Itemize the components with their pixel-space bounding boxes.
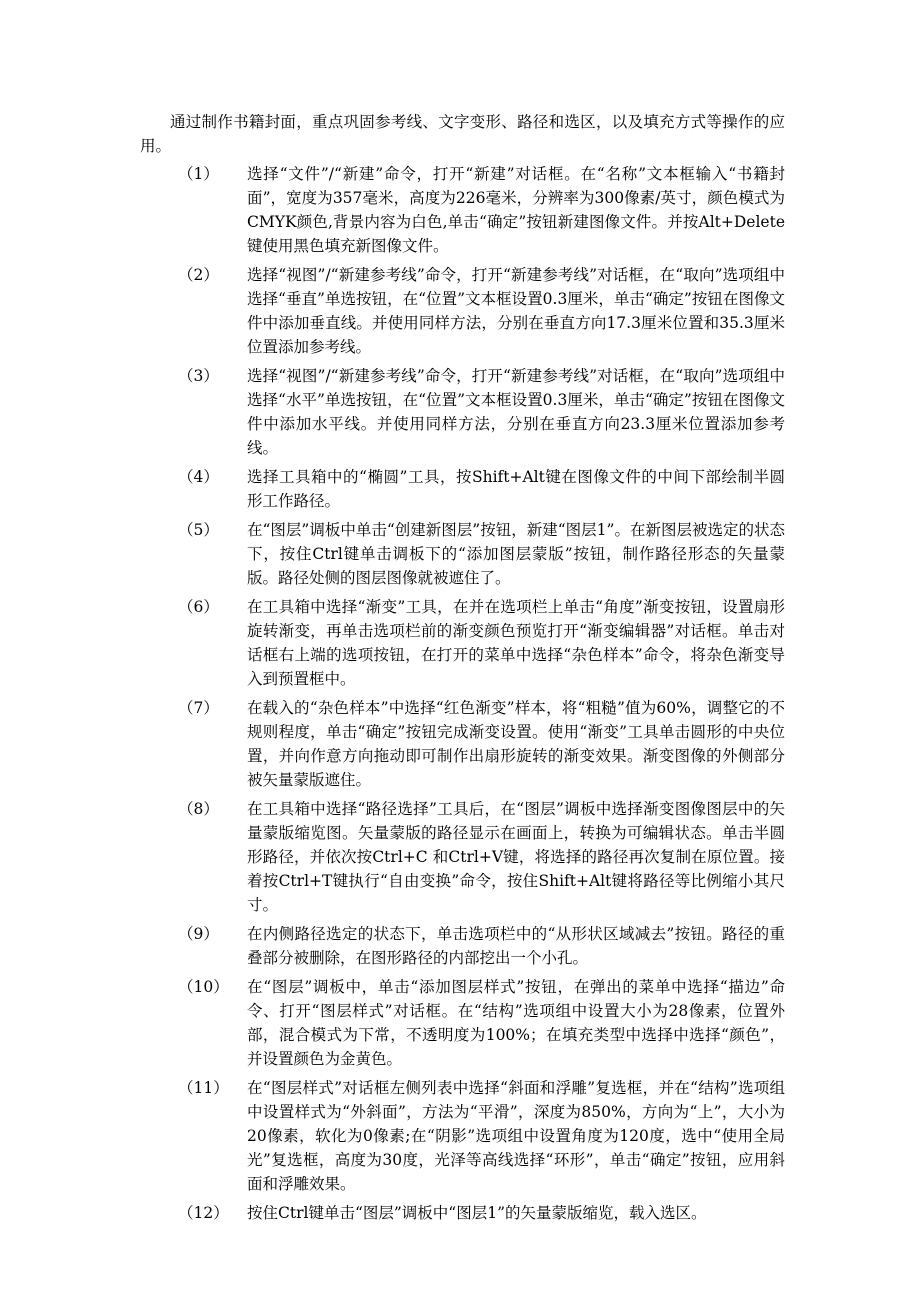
step-text: 选择“视图”/“新建参考线”命令，打开“新建参考线”对话框，在“取向”选项组中选择“垂直”单选按钮，在“位置”文本框设置0.3厘米，单击“确定”按钮在图像文件中添加垂直线。并使用同样方法，分别在垂直方向17.3厘米位置和35.3厘米位置添加参考线。 <box>247 266 785 356</box>
step-number: （2） <box>178 266 219 284</box>
step-number: （8） <box>178 800 219 818</box>
step-number: （5） <box>178 521 219 539</box>
step-text: 在内侧路径选定的状态下，单击选项栏中的“从形状区域减去”按钮。路径的重叠部分被删除，在图形路径的内部挖出一个小孔。 <box>247 925 785 967</box>
step-text: 选择工具箱中的“椭圆”工具，按Shift+Alt键在图像文件的中间下部绘制半圆形工作路径。 <box>247 468 785 510</box>
intro-paragraph: 通过制作书籍封面，重点巩固参考线、文字变形、路径和选区，以及填充方式等操作的应用。 <box>140 113 785 155</box>
step-number: （12） <box>178 1204 229 1222</box>
step-text: 在“图层样式”对话框左侧列表中选择“斜面和浮雕”复选框，并在“结构”选项组中设置样式为“外斜面”，方法为“平滑”，深度为850%，方向为“上”，大小为20像素，软化为0像素;在“阴影”选项组中设置角度为120度，选中“使用全局光”复选框，高度为30度，光泽等高线选择“环形”，单击“确定”按钮，应用斜面和浮雕效果。 <box>247 1079 785 1193</box>
step-item <box>140 263 785 359</box>
step-number: （4） <box>178 468 219 486</box>
step-number: （9） <box>178 925 219 943</box>
step-item <box>140 364 785 460</box>
step-number: （7） <box>178 699 219 717</box>
step-item <box>140 797 785 917</box>
step-text: 选择“文件”/“新建”命令，打开“新建”对话框。在“名称”文本框输入“书籍封面”，宽度为357毫米，高度为226毫米，分辨率为300像素/英寸，颜色模式为CMYK颜色,背景内容为白色,单击“确定”按钮新建图像文件。并按Alt+Delete键使用黑色填充新图像文件。 <box>247 165 785 255</box>
step-text: 在载入的“杂色样本”中选择“红色渐变”样本，将“粗糙”值为60%，调整它的不规则程度，单击“确定”按钮完成渐变设置。使用“渐变”工具单击圆形的中央位置，并向作意方向拖动即可制作出扇形旋转的渐变效果。渐变图像的外侧部分被矢量蒙版遮住。 <box>247 699 785 789</box>
step-item <box>140 465 785 513</box>
step-item <box>140 518 785 590</box>
step-item <box>140 696 785 792</box>
step-text: 在“图层”调板中，单击“添加图层样式”按钮，在弹出的菜单中选择“描边”命令、打开“图层样式”对话框。在“结构”选项组中设置大小为28像素，位置外部，混合模式为下常，不透明度为100%；在填充类型中选择中选择“颜色”，并设置颜色为金黄色。 <box>247 978 785 1068</box>
step-text: 按住Ctrl键单击“图层”调板中“图层1”的矢量蒙版缩览，载入选区。 <box>247 1204 707 1222</box>
step-item <box>140 1076 785 1196</box>
step-number: （3） <box>178 367 219 385</box>
step-text: 在工具箱中选择“渐变”工具，在并在选项栏上单击“角度”渐变按钮，设置扇形旋转渐变，再单击选项栏前的渐变颜色预览打开“渐变编辑器”对话框。单击对话框右上端的选项按钮，在打开的菜单中选择“杂色样本”命令，将杂色渐变导入到预置框中。 <box>247 598 785 688</box>
step-item <box>140 162 785 258</box>
step-item <box>140 1201 785 1225</box>
step-item <box>140 922 785 970</box>
step-text: 在“图层”调板中单击“创建新图层”按钮，新建“图层1”。在新图层被选定的状态下，按住Ctrl键单击调板下的“添加图层蒙版”按钮，制作路径形态的矢量蒙版。路径处侧的图层图像就被遮住了。 <box>247 521 785 587</box>
step-number: （1） <box>178 165 219 183</box>
step-text: 选择“视图”/“新建参考线”命令，打开“新建参考线”对话框，在“取向”选项组中选择“水平”单选按钮，在“位置”文本框设置0.3厘米，单击“确定”按钮在图像文件中添加水平线。并使用同样方法，分别在垂直方向23.3厘米位置添加参考线。 <box>247 367 785 457</box>
step-number: （11） <box>178 1079 229 1097</box>
steps-list <box>140 162 785 1230</box>
step-text: 在工具箱中选择“路径选择”工具后，在“图层”调板中选择渐变图像图层中的矢量蒙版缩览图。矢量蒙版的路径显示在画面上，转换为可编辑状态。单击半圆形路径，并依次按Ctrl+C 和Ctrl+V键，将选择的路径再次复制在原位置。接着按Ctrl+T键执行“自由变换”命令，按住Shift+Alt键将路径等比例缩小其尺寸。 <box>247 800 785 914</box>
step-number: （10） <box>178 978 229 996</box>
step-item <box>140 595 785 691</box>
step-number: （6） <box>178 598 219 616</box>
step-item <box>140 975 785 1071</box>
